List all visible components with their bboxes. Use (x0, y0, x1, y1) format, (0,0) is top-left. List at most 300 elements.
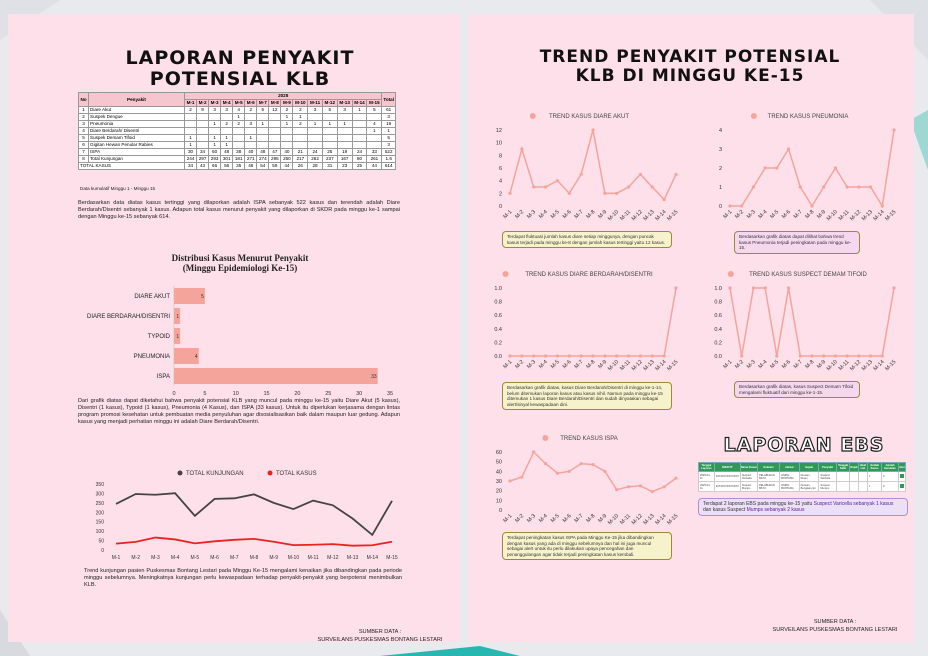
cell-value: 2 (281, 107, 293, 114)
cell-value: 237 (322, 156, 337, 163)
note-disentri: Berdasarkan grafik diatas, kasus Diare Berdarah/Disentri di minggu ke-1-14, belum ditemukan laporan kasus atau kasus nihil. Namun pada minggu ke-15 ditemukan 1 kasus Diare Berdarah/Disentri dan sudah dinyatakan sebagai alert/sinyal kewaspadaan dini. (502, 382, 672, 410)
data-point (740, 354, 743, 357)
x-tick: M-3 (526, 513, 538, 525)
x-tick: M-11 (837, 359, 851, 372)
left-title-line1: LAPORAN PENYAKIT (125, 47, 355, 69)
cell-value (293, 128, 308, 135)
x-tick: M-14 (654, 359, 668, 373)
ebs-cell: 6474XXXXXXXXXX (714, 472, 740, 482)
x-tick: M-2 (734, 359, 746, 371)
paragraph-visits: Trend kunjungan pasien Puskesmas Bontang Lestari pada Minggu Ke-15 mengalami kenaikan jika dibandingkan pada periode minggu sebelumnya. Meningkatnya kunjungan perlu kewaspadaan terhadap penyakit-penyakit yang berpotensi menimbulkan KLB. (84, 568, 402, 588)
visits-x-tick: M-14 (366, 555, 378, 561)
cell-value (281, 128, 293, 135)
x-tick: M-6 (561, 513, 573, 525)
legend-label: TOTAL KUNJUNGAN (186, 471, 244, 477)
x-tick: M-11 (619, 209, 632, 222)
cell-value (281, 142, 293, 149)
x-tick: M-4 (538, 359, 549, 371)
cell-value: 297 (197, 156, 209, 163)
y-tick: 20 (495, 488, 502, 495)
cell-value (352, 142, 367, 149)
cell-total: 1.6 (382, 156, 396, 163)
x-tick: M-6 (781, 359, 792, 371)
cell-value (337, 128, 352, 135)
ebs-cell: 2025-04-11 (699, 482, 715, 492)
x-tick: M-1 (722, 359, 734, 371)
cell-no: 7 (79, 149, 89, 156)
cell-value (367, 142, 382, 149)
trend-line (730, 288, 894, 356)
right-title (500, 48, 880, 86)
cell-value: 1 (281, 121, 293, 128)
cell-penyakit: Diare Akut (89, 107, 185, 114)
data-point (532, 450, 535, 453)
paragraph-bar-analysis: Dari grafik diatas dapat diketahui bahwa penyakit potensial KLB yang muncul pada minggu ke-15 yaitu Diare Akut (5 kasus), Disentri (1 kasus), Typoid (1 kasus), Pneumonia (4 Kasus), dan ISPA (33 kasus). Untuk itu diperlukan kerjasama dengan lintas program promosi kesehatan untuk pembuatan media penyuluhan agar disosialisasikan baik dalam maupun luar gedung. Adapun kasus yang menjadi perhatian minggu ini adalah Diare Berdarah/Disentri. (78, 398, 400, 425)
x-tick: M-11 (837, 209, 851, 222)
bar-value-label: 33 (371, 374, 377, 380)
visits-x-tick: M-3 (151, 555, 160, 561)
x-tick: M-10 (607, 513, 621, 527)
ebs-cell: 2025-04-11 (699, 472, 715, 482)
data-point (663, 485, 666, 488)
table-row (79, 107, 396, 114)
ebs-cell: 1 (868, 482, 882, 492)
x-tick: M-8 (585, 513, 597, 525)
data-point (568, 354, 571, 357)
cell-value (245, 114, 257, 121)
y-tick: 6 (498, 166, 502, 172)
cell-value: 1 (221, 135, 233, 142)
data-point (674, 477, 677, 480)
data-point (603, 470, 606, 473)
ebs-note-b: Suspect Varicella sebanyak 1 kasus (813, 501, 894, 507)
cell-total: 19 (382, 121, 396, 128)
ebs-table (698, 462, 906, 492)
cell-total-value: 25 (352, 163, 367, 170)
visits-series-line (116, 538, 392, 546)
visits-x-tick: M-2 (131, 555, 141, 561)
th-total: Total (382, 93, 396, 107)
data-point (520, 147, 523, 150)
cell-total-value: 31 (322, 163, 337, 170)
data-point (532, 185, 535, 188)
cell-value: 217 (293, 156, 308, 163)
data-point (834, 166, 837, 169)
data-point (568, 470, 571, 473)
x-tick: M-13 (860, 209, 874, 223)
cell-penyakit: Pneumonia (89, 121, 185, 128)
left-source-label: SUMBER DATA : (358, 629, 402, 635)
cell-value (322, 114, 337, 121)
y-tick: 0.6 (714, 313, 722, 320)
cell-value: 19 (337, 149, 352, 156)
visits-x-tick: M-9 (269, 555, 279, 561)
x-tick: M-12 (849, 209, 863, 223)
cell-total-value: 35 (233, 163, 245, 170)
cell-value (337, 135, 352, 142)
cell-value (293, 135, 308, 142)
ebs-row (699, 472, 906, 482)
cell-no: 5 (79, 135, 89, 142)
ebs-cell: 0 (881, 482, 898, 492)
cell-total-value: 54 (257, 163, 269, 170)
cell-no: 4 (79, 128, 89, 135)
left-source-value: SURVEILANS PUSKESMAS BONTANG LESTARI (317, 637, 443, 643)
cell-penyakit: Total Kunjungan (89, 156, 185, 163)
cell-value: 1 (367, 128, 382, 135)
cell-penyakit: Suspek Dengue (89, 114, 185, 121)
cell-value: 24 (308, 149, 323, 156)
bar-category-label: ISPA (156, 374, 170, 380)
ebs-cell: 1 (868, 472, 882, 482)
ebs-header: Nama Pasien (740, 463, 757, 472)
bar-value-label: 1 (176, 334, 180, 340)
cell-value: 30 (185, 149, 197, 156)
cell-total-value: 43 (197, 163, 209, 170)
right-title-line2: KLB DI MINGGU KE-15 (575, 66, 805, 86)
x-tick: M-13 (642, 209, 656, 223)
x-tick: M-4 (538, 513, 549, 525)
trend-line (510, 452, 676, 492)
table-row (79, 128, 396, 135)
x-tick: M-3 (526, 359, 538, 371)
cell-value (197, 121, 209, 128)
x-tick: M-6 (561, 359, 573, 371)
cell-total-value: 59 (269, 163, 281, 170)
x-tick: M-7 (573, 513, 585, 525)
cell-value: 21 (293, 149, 308, 156)
cell-value: 3 (209, 107, 221, 114)
cell-value (197, 135, 209, 142)
data-point (822, 354, 825, 357)
data-point (663, 354, 666, 357)
bar-chart-title-line2: (Minggu Epidemiologi Ke-15) (182, 263, 298, 273)
chart-disentri (484, 266, 686, 376)
cell-penyakit: ISPA (89, 149, 185, 156)
ebs-cell: Demam, Bengkak pipi (799, 482, 819, 492)
data-point (881, 354, 884, 357)
x-tick: M-7 (573, 359, 585, 371)
cell-value: 1 (185, 135, 197, 142)
x-tick: M-10 (825, 209, 839, 223)
cell-value: 2 (245, 107, 257, 114)
trend-line (510, 288, 676, 356)
cell-total: 522 (382, 149, 396, 156)
ebs-header: NIK/KTP (714, 463, 740, 472)
x-tick: M-11 (619, 359, 632, 372)
ebs-cell: Suspect Varicella (740, 472, 757, 482)
paragraph-summary: Berdasarkan data diatas kasus tertinggi yang dilaporkan adalah ISPA sebanyak 522 kasus dan terendah adalah Diare Berdarah/Disentri sebanyak 1 kasus. Adapun total kasus menurut penyakit yang dilaporkan di SKDR pada minggu ke-1 sampai dengan Minggu ke-15 sebanyak 614. (78, 200, 400, 220)
chart-title: TREND KASUS PNEUMONIA (767, 114, 849, 120)
ebs-header: Alamat (780, 463, 800, 472)
y-tick: 60 (495, 450, 502, 456)
legend-label: TOTAL KASUS (276, 471, 317, 477)
ebs-cell (858, 482, 868, 492)
x-tick: M-11 (619, 513, 632, 526)
y-tick: 10 (495, 140, 502, 147)
data-point (639, 354, 642, 357)
data-point (846, 185, 849, 188)
x-tick: M-3 (745, 209, 757, 221)
x-tick: M-15 (666, 513, 680, 527)
data-point (869, 185, 872, 188)
cell-penyakit: Suspek Demam Tifoid (89, 135, 185, 142)
cell-value (322, 142, 337, 149)
y-tick: 3 (718, 147, 722, 153)
cell-value: 1 (257, 121, 269, 128)
x-tick: M-5 (769, 359, 781, 371)
data-point (580, 462, 583, 465)
cell-value (269, 135, 281, 142)
cell-value: 48 (221, 149, 233, 156)
data-point (615, 488, 618, 491)
cell-value (233, 128, 245, 135)
y-tick: 12 (495, 128, 502, 134)
visits-y-tick: 200 (95, 510, 104, 517)
x-tick: M-1 (502, 359, 514, 371)
x-tick: M-9 (816, 359, 828, 371)
data-point (834, 354, 837, 357)
cell-total: 3 (382, 114, 396, 121)
y-tick: 2 (498, 191, 502, 198)
x-tick: M-1 (502, 209, 514, 221)
cell-total-value: 23 (337, 163, 352, 170)
visits-y-tick: 300 (95, 491, 104, 498)
cell-value (197, 114, 209, 121)
cell-value: 244 (185, 156, 197, 163)
x-tick: M-10 (825, 359, 839, 373)
cell-value (221, 128, 233, 135)
cell-value: 301 (221, 156, 233, 163)
ebs-header: Jumlah Kematian (881, 463, 898, 472)
chart-title: TREND KASUS SUSPECT DEMAM TIFOID (749, 272, 867, 278)
th-week: M-6 (245, 100, 257, 107)
cell-value (352, 128, 367, 135)
bar-x-tick: 35 (386, 391, 394, 397)
data-point (752, 286, 755, 289)
cell-total-value: 28 (308, 163, 323, 170)
cell-value: 1 (233, 114, 245, 121)
data-point (580, 173, 583, 176)
data-point (603, 354, 606, 357)
bar-x-tick: 10 (232, 391, 239, 397)
cell-value: 9 (197, 107, 209, 114)
data-point (892, 128, 895, 131)
x-tick: M-15 (884, 359, 898, 373)
cell-value: 2 (293, 107, 308, 114)
data-point (764, 166, 767, 169)
th-penyakit: Penyakit (89, 93, 185, 107)
data-point (663, 198, 666, 201)
data-point (674, 173, 677, 176)
x-tick: M-6 (561, 209, 573, 221)
y-tick: 10 (495, 498, 502, 505)
x-tick: M-5 (549, 359, 561, 371)
cell-value (352, 121, 367, 128)
data-point (728, 204, 731, 207)
x-tick: M-12 (849, 359, 863, 373)
cell-value (185, 121, 197, 128)
y-tick: 0.6 (494, 313, 502, 320)
ebs-cell (836, 482, 850, 492)
cell-value (233, 142, 245, 149)
cell-value (367, 135, 382, 142)
ebs-cell: PELABUHAN BATU (758, 472, 780, 482)
chart-pneumonia (704, 108, 904, 226)
bar (174, 368, 378, 384)
th-week: M-11 (308, 100, 323, 107)
data-point (591, 128, 594, 131)
data-point (740, 204, 743, 207)
cell-total-value: 44 (281, 163, 293, 170)
chart-title: TREND KASUS DIARE BERDARAH/DISENTRI (525, 272, 653, 278)
y-tick: 2 (718, 166, 722, 172)
cell-value (322, 128, 337, 135)
table-row (79, 142, 396, 149)
cell-value: 1 (245, 135, 257, 142)
visits-x-tick: M-1 (111, 555, 121, 561)
cell-value (367, 114, 382, 121)
ebs-cell (858, 472, 868, 482)
cell-value: 5 (367, 107, 382, 114)
data-point (568, 192, 571, 195)
x-tick: M-1 (502, 513, 514, 525)
data-point (846, 354, 849, 357)
cell-no: 1 (79, 107, 89, 114)
x-tick: M-3 (745, 359, 757, 371)
chart-ispa (484, 430, 686, 530)
cell-value (308, 128, 323, 135)
y-tick: 0.0 (714, 354, 722, 360)
cell-value: 3 (245, 121, 257, 128)
data-point (603, 192, 606, 195)
cell-value (322, 135, 337, 142)
ebs-cell (836, 472, 850, 482)
bar-x-tick: 20 (294, 391, 301, 397)
cell-total: 3 (382, 142, 396, 149)
y-tick: 0.4 (494, 326, 502, 333)
y-tick: 0.2 (714, 340, 722, 347)
x-tick: M-15 (666, 359, 680, 373)
cell-total: 61 (382, 107, 396, 114)
cell-value (257, 114, 269, 121)
data-point (799, 354, 802, 357)
cell-value: 47 (269, 149, 281, 156)
x-tick: M-6 (781, 209, 792, 221)
th-week: M-14 (352, 100, 367, 107)
table-row (79, 156, 396, 163)
x-tick: M-12 (630, 513, 644, 527)
data-point (674, 286, 677, 289)
data-point (532, 354, 535, 357)
x-tick: M-8 (585, 209, 597, 221)
data-point (787, 286, 790, 289)
table-row (79, 114, 396, 121)
cell-value (185, 128, 197, 135)
x-tick: M-2 (514, 359, 526, 371)
ebs-cell (898, 472, 905, 482)
x-tick: M-13 (860, 359, 874, 373)
visits-x-tick: M-13 (346, 555, 359, 561)
x-tick: M-9 (597, 513, 609, 525)
data-point (764, 286, 767, 289)
x-tick: M-9 (816, 209, 828, 221)
cell-value (245, 142, 257, 149)
x-tick: M-4 (757, 209, 769, 221)
x-tick: M-7 (792, 209, 804, 221)
th-week: M-5 (233, 100, 245, 107)
y-tick: 0.8 (494, 299, 502, 306)
x-tick: M-7 (573, 209, 585, 221)
cell-value: 12 (269, 107, 281, 114)
cell-no: 6 (79, 142, 89, 149)
data-point (544, 462, 547, 465)
cell-value (269, 128, 281, 135)
cell-value: 2 (233, 121, 245, 128)
cell-value: 262 (308, 156, 323, 163)
y-tick: 0.2 (494, 340, 502, 347)
data-point (627, 354, 630, 357)
y-tick: 4 (718, 128, 722, 134)
data-point (591, 463, 594, 466)
right-source (750, 618, 920, 634)
series-legend-marker (542, 435, 548, 441)
x-tick: M-4 (757, 359, 769, 371)
data-point (639, 484, 642, 487)
cell-value: 33 (367, 149, 382, 156)
visits-y-tick: 50 (98, 538, 104, 545)
visits-y-tick: 250 (95, 500, 104, 507)
x-tick: M-13 (642, 359, 656, 373)
x-tick: M-5 (549, 513, 561, 525)
data-point (508, 192, 511, 195)
x-tick: M-5 (549, 209, 561, 221)
bar-category-label: TYPOID (147, 334, 170, 340)
x-tick: M-8 (804, 359, 816, 371)
note-pneumonia: Berdasarkan grafik diatas dapat dilihat bahwa trend kasus Pneumonia terjadi peningkatan pada minggu ke-15. (734, 231, 860, 254)
cell-value (209, 128, 221, 135)
y-tick: 8 (498, 153, 502, 160)
x-tick: M-1 (722, 209, 734, 221)
cell-no: 8 (79, 156, 89, 163)
series-legend-marker (530, 113, 536, 119)
cell-value: 80 (352, 156, 367, 163)
note-ispa: Terdapat peningkatan kasus ISPA pada Minggu Ke-15 jika dibandingkan dengan kasus yang ada di minggu sebelumnya dan hal ini juga muncul sebagai alert untuk itu perlu dilakukan upaya pencegahan dan penanggulangan agar tidak terjadi peningkatan kasus kembali. (502, 532, 672, 560)
x-tick: M-2 (514, 513, 526, 525)
x-tick: M-12 (630, 209, 644, 223)
cell-total: 1 (382, 128, 396, 135)
cell-value: 181 (233, 156, 245, 163)
data-point (556, 354, 559, 357)
ebs-row (699, 482, 906, 492)
x-tick: M-5 (769, 209, 781, 221)
x-tick: M-14 (654, 209, 668, 223)
cell-value: 40 (245, 149, 257, 156)
y-tick: 1.0 (494, 286, 502, 292)
table-footnote: Data kumulatif Minggu 1 - Minggu 15 (80, 186, 156, 191)
y-tick: 40 (495, 469, 502, 476)
series-legend-marker (751, 113, 757, 119)
cell-value: 34 (197, 149, 209, 156)
th-week: M-2 (197, 100, 209, 107)
cell-value: 3 (337, 107, 352, 114)
x-tick: M-15 (884, 209, 898, 223)
bar-x-tick: 5 (203, 391, 207, 397)
data-point (591, 354, 594, 357)
x-tick: M-2 (734, 209, 746, 221)
data-point (810, 204, 813, 207)
ebs-header: Rujuk (850, 463, 858, 472)
